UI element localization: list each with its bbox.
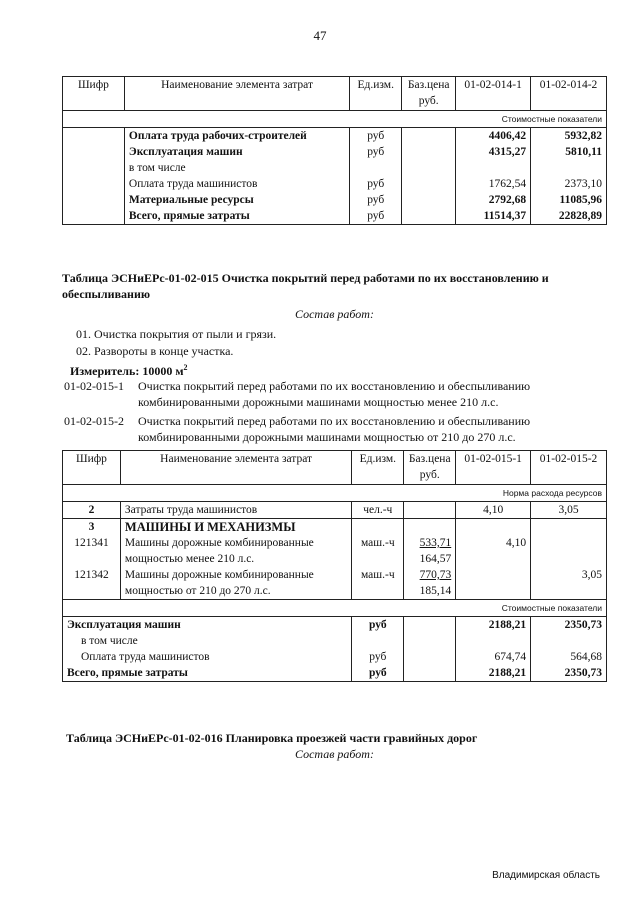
row-value: 564,68 (531, 649, 607, 665)
table-row (63, 519, 607, 536)
item-code: 01-02-015-1 (64, 379, 124, 393)
header-cell: Наименование элемента затрат (120, 451, 351, 485)
row-code: 121342 (63, 567, 121, 600)
row-value: 2350,73 (531, 665, 607, 682)
row-unit: руб (350, 208, 402, 225)
row-value: 2373,10 (531, 176, 607, 192)
section-title: Таблица ЭСНиЕРс-01-02-016 Планировка проезжей части гравийных дорог (66, 731, 478, 745)
row-unit: маш.-ч (352, 535, 404, 567)
table-header (63, 451, 607, 485)
row-name: Затраты труда машинистов (120, 502, 351, 519)
works-label: Состав работ: (295, 747, 374, 761)
table-header (63, 77, 607, 111)
row-value: 4,10 (456, 535, 531, 567)
row-value: 5932,82 (531, 128, 607, 145)
row-value: 5810,11 (531, 144, 607, 160)
row-unit: руб (352, 617, 404, 634)
row-name: Материальные ресурсы (124, 192, 349, 208)
meter-label: Измеритель: 10000 $м^2$ (70, 363, 188, 378)
footer-region: Владимирская область (492, 870, 600, 881)
row-value: 4315,27 (456, 144, 531, 160)
row-value: 2188,21 (456, 665, 531, 682)
row-code: 2 (63, 502, 121, 519)
row-code: 3 (63, 519, 121, 536)
table-row (63, 208, 607, 225)
header-cell: Баз.цена руб. (402, 77, 456, 111)
header-cell: Наименование элемента затрат (124, 77, 349, 111)
row-code: 121341 (63, 535, 121, 567)
header-cell: Шифр (63, 451, 121, 485)
item-text: Очистка покрытий перед работами по их восстановлению и обеспыливанию (138, 379, 531, 393)
row-value: 4406,42 (456, 128, 531, 145)
header-cell: Баз.цена руб. (404, 451, 456, 485)
row-price: 770,73 185,14 (404, 567, 456, 600)
section-title: Таблица ЭСНиЕРс-01-02-015 Очистка покрытий перед работами по их восстановлению и обеспыливанию (62, 271, 549, 301)
row-name: Эксплуатация машин (63, 617, 352, 634)
work-item: 02. Развороты в конце участка. (76, 344, 234, 358)
table-row (63, 633, 607, 649)
row-name: Машины дорожные комбинированные мощностью менее 210 л.с. (120, 535, 351, 567)
page-number: 47 (313, 28, 327, 43)
section-label: Норма расхода ресурсов (63, 485, 607, 502)
row-value (456, 567, 531, 600)
table-row (63, 502, 607, 519)
row-value: 674,74 (456, 649, 531, 665)
row-unit: руб (350, 176, 402, 192)
table-row (63, 192, 607, 208)
row-name: Оплата труда машинистов (63, 649, 352, 665)
row-value: 2792,68 (456, 192, 531, 208)
header-cell: 01-02-014-1 (456, 77, 531, 111)
table-row (63, 128, 607, 145)
section-row (63, 600, 607, 617)
row-unit: руб (352, 665, 404, 682)
header-cell: 01-02-015-2 (531, 451, 607, 485)
row-value: 11085,96 (531, 192, 607, 208)
row-unit: руб (350, 128, 402, 145)
row-value: 2350,73 (531, 617, 607, 634)
row-value: 11514,37 (456, 208, 531, 225)
table-row (63, 567, 607, 600)
row-value: 22828,89 (531, 208, 607, 225)
header-cell: Ед.изм. (350, 77, 402, 111)
row-name: Оплата труда машинистов (124, 176, 349, 192)
row-unit: маш.-ч (352, 567, 404, 600)
row-value: 1762,54 (456, 176, 531, 192)
item-text: комбинированными дорожными машинами мощностью от 210 до 270 л.с. (138, 430, 516, 444)
header-cell: Шифр (63, 77, 125, 111)
section-label: Стоимостные показатели (63, 111, 607, 128)
section-row (63, 485, 607, 502)
row-unit: руб (350, 144, 402, 160)
item-text: Очистка покрытий перед работами по их восстановлению и обеспыливанию (138, 414, 531, 428)
row-name: Оплата труда рабочих-строителей (124, 128, 349, 145)
table-row (63, 617, 607, 634)
row-unit: руб (352, 649, 404, 665)
row-value: 2188,21 (456, 617, 531, 634)
header-cell: 01-02-014-2 (531, 77, 607, 111)
table-row (63, 176, 607, 192)
work-item: 01. Очистка покрытия от пыли и грязи. (76, 327, 277, 341)
table-row (63, 160, 607, 176)
row-name: Машины дорожные комбинированные мощностью от 210 до 270 л.с. (120, 567, 351, 600)
row-name: Эксплуатация машин (124, 144, 349, 160)
row-name: Всего, прямые затраты (124, 208, 349, 225)
row-name: в том числе (124, 160, 349, 176)
row-value: 3,05 (531, 567, 607, 600)
section-row (63, 111, 607, 128)
row-name: МАШИНЫ И МЕХАНИЗМЫ (120, 519, 351, 536)
table-row (63, 649, 607, 665)
row-price: 533,71 164,57 (404, 535, 456, 567)
row-name: в том числе (63, 633, 352, 649)
row-unit: чел.-ч (352, 502, 404, 519)
item-text: комбинированными дорожными машинами мощностью менее 210 л.с. (138, 395, 499, 409)
table-row (63, 535, 607, 567)
row-value (531, 535, 607, 567)
row-unit: руб (350, 192, 402, 208)
cost-table-014 (62, 76, 607, 225)
header-cell: 01-02-015-1 (456, 451, 531, 485)
section-label: Стоимостные показатели (63, 600, 607, 617)
header-cell: Ед.изм. (352, 451, 404, 485)
row-name: Всего, прямые затраты (63, 665, 352, 682)
row-value: 4,10 (456, 502, 531, 519)
table-row (63, 144, 607, 160)
table-row (63, 665, 607, 682)
works-label: Состав работ: (295, 307, 374, 321)
item-code: 01-02-015-2 (64, 414, 124, 428)
row-value: 3,05 (531, 502, 607, 519)
resource-table-015 (62, 450, 607, 682)
